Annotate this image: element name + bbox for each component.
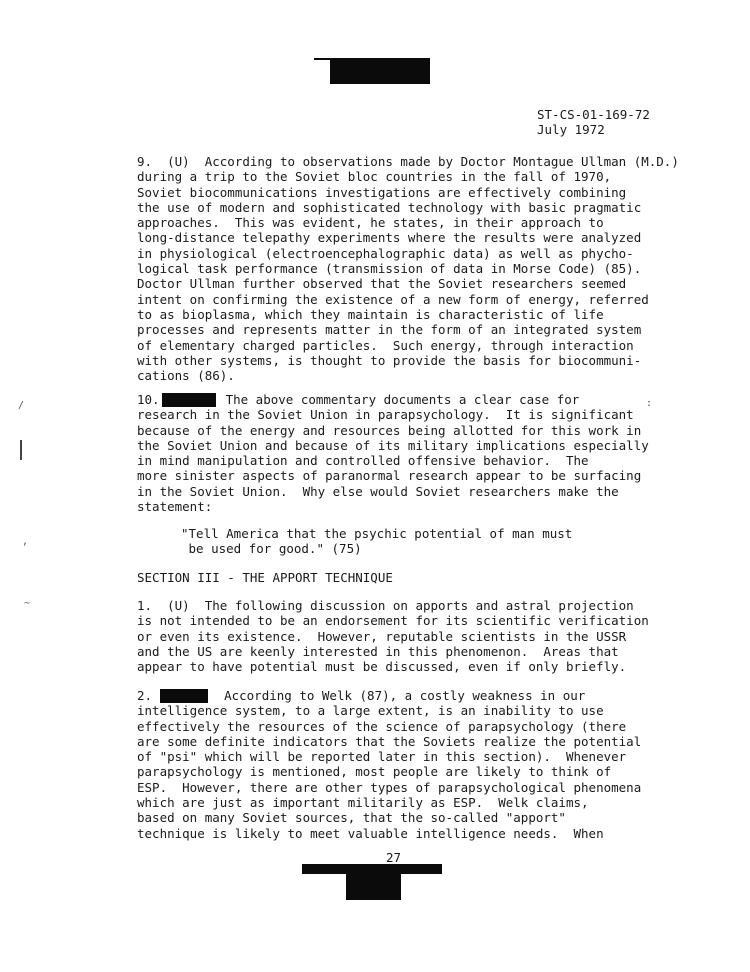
top-redaction-thin xyxy=(314,58,332,60)
text-line: cations (86). xyxy=(137,368,235,384)
top-redaction-bar xyxy=(330,58,430,84)
scan-artifact: ~ xyxy=(24,598,31,609)
bottom-redaction-block xyxy=(346,870,401,900)
text-line: intent on confirming the existence of a new form of energy, referred xyxy=(137,291,649,307)
section-heading: SECTION III - THE APPORT TECHNIQUE xyxy=(137,570,393,585)
paragraph-2 xyxy=(137,688,641,841)
text-line: and the US are keenly interested in this phenomenon. Areas that xyxy=(137,643,619,659)
paragraph-number: 2. xyxy=(137,688,153,703)
text-line: or even its existence. However, reputable scientists in the USSR xyxy=(137,628,627,644)
paragraph-1 xyxy=(137,598,649,674)
text-line: which are just as important militarily as ESP. Welk claims, xyxy=(137,795,589,811)
text-line: with other systems, is thought to provide the basis for biocommuni- xyxy=(137,352,642,368)
quotation xyxy=(181,526,572,557)
text-line: Soviet biocommunications investigations are effectively combining xyxy=(137,184,627,200)
text-line: because of the energy and resources being allotted for this work in xyxy=(137,422,642,438)
text-line: of "psi" which will be reported later in this section). Whenever xyxy=(137,749,627,765)
document-id: ST-CS-01-169-72 xyxy=(537,107,650,122)
text-line: to as bioplasma, which they maintain is characteristic of life xyxy=(137,306,604,322)
text-line: effectively the resources of the science of parapsychology (there xyxy=(137,718,627,734)
paragraph-first-line xyxy=(137,688,641,703)
text-line: logical task performance (transmission of data in Morse Code) (85). xyxy=(137,261,642,277)
text-line: of elementary charged particles. Such energy, through interaction xyxy=(137,337,634,353)
text-line: in mind manipulation and controlled offensive behavior. The xyxy=(137,453,589,469)
text-line: processes and represents matter in the form of an integrated system xyxy=(137,322,642,338)
scan-artifact: : xyxy=(646,398,653,409)
text-line: based on many Soviet sources, that the so-called "apport" xyxy=(137,810,566,826)
text-line: more sinister aspects of paranormal research appear to be surfacing xyxy=(137,468,642,484)
classification-redaction xyxy=(162,393,216,407)
text-line: is not intended to be an endorsement for its scientific verification xyxy=(137,613,649,629)
paragraph-9 xyxy=(137,154,679,383)
text-line: in physiological (electroencephalographic data) as well as phycho- xyxy=(137,245,634,261)
page-number: 27 xyxy=(386,850,402,865)
text-line: ESP. However, there are other types of parapsychological phenomena xyxy=(137,779,642,795)
paragraph-number: 10. xyxy=(137,392,160,407)
text-line: the Soviet Union and because of its military implications especially xyxy=(137,437,649,453)
text-line: parapsychology is mentioned, most people are likely to think of xyxy=(137,764,612,780)
classification-redaction xyxy=(160,689,208,703)
text-line: 9. (U) According to observations made by Doctor Montague Ullman (M.D.) xyxy=(137,154,679,169)
text-line: The above commentary documents a clear case for xyxy=(225,392,580,407)
scan-artifact xyxy=(20,440,22,460)
text-line: in the Soviet Union. Why else would Soviet researchers make the xyxy=(137,483,619,499)
quote-line: "Tell America that the psychic potential of man must xyxy=(181,526,573,541)
quote-line: be used for good." (75) xyxy=(181,541,362,557)
text-line: Doctor Ullman further observed that the Soviet researchers seemed xyxy=(137,276,627,292)
text-line: the use of modern and sophisticated technology with basic pragmatic xyxy=(137,199,642,215)
text-line: statement: xyxy=(137,499,213,515)
text-line: appear to have potential must be discussed, even if only briefly. xyxy=(137,659,627,675)
text-line: approaches. This was evident, he states, in their approach to xyxy=(137,215,604,231)
text-line: research in the Soviet Union in parapsychology. It is significant xyxy=(137,407,634,423)
scan-artifact: , xyxy=(22,536,29,547)
paragraph-10 xyxy=(137,392,649,514)
text-line: According to Welk (87), a costly weakness in our xyxy=(224,688,586,703)
scan-artifact: / xyxy=(18,400,25,411)
text-line: during a trip to the Soviet bloc countries in the fall of 1970, xyxy=(137,169,612,185)
text-line: 1. (U) The following discussion on apports and astral projection xyxy=(137,598,634,613)
text-line: are some definite indicators that the Soviets realize the potential xyxy=(137,733,642,749)
text-line: intelligence system, to a large extent, is an inability to use xyxy=(137,703,604,719)
document-header xyxy=(537,107,650,137)
paragraph-first-line xyxy=(137,392,649,407)
text-line: long-distance telepathy experiments where the results were analyzed xyxy=(137,230,642,246)
document-date: July 1972 xyxy=(537,122,605,137)
text-line: technique is likely to meet valuable intelligence needs. When xyxy=(137,825,604,841)
